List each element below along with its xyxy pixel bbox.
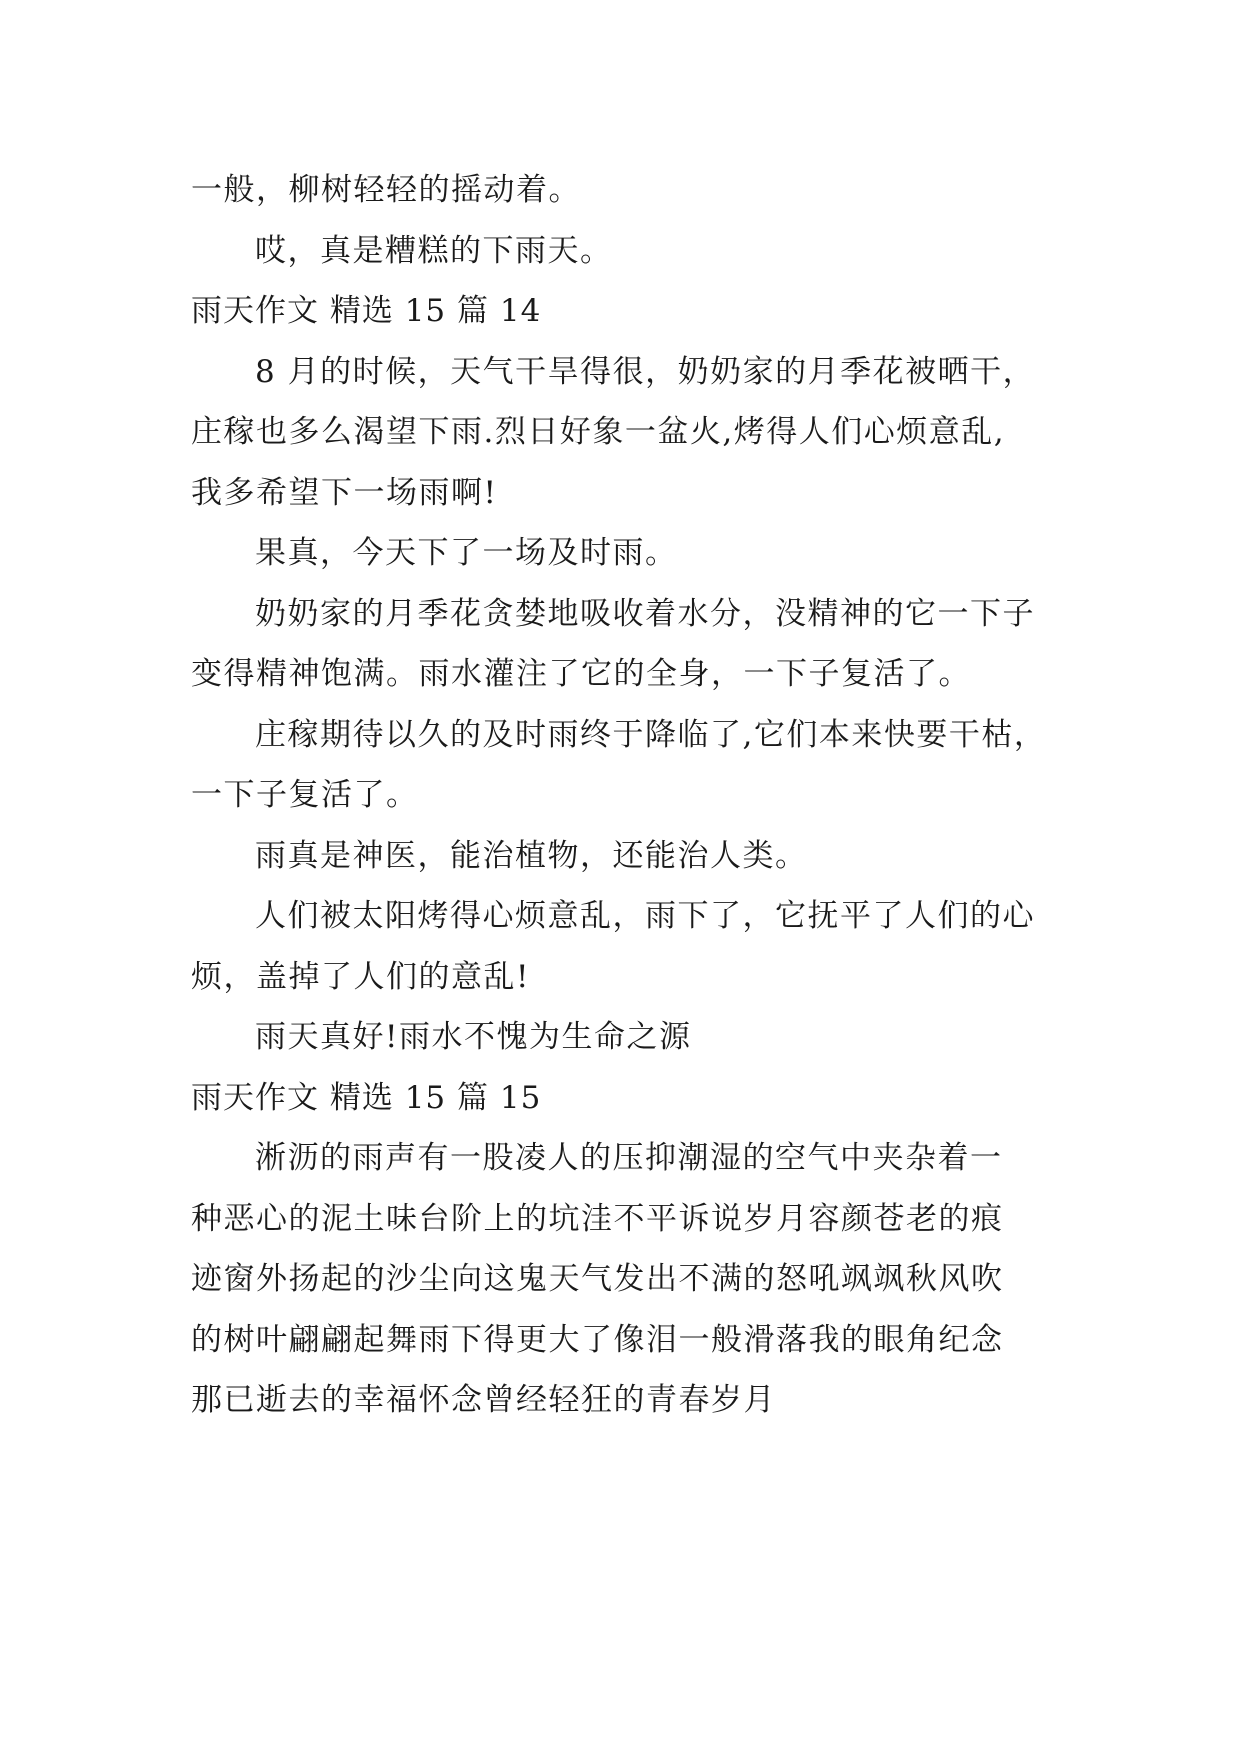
text-line: 那已逝去的幸福怀念曾经轻狂的青春岁月 <box>191 1382 776 1418</box>
section-heading: 雨天作文 精选 15 篇 15 <box>191 1079 542 1116</box>
text-line: 庄稼期待以久的及时雨终于降临了,它们本来快要干枯， <box>255 716 1047 753</box>
text-line: 奶奶家的月季花贪婪地吸收着水分，没精神的它一下子 <box>255 595 1035 632</box>
text-line: 雨天真好!雨水不愧为生命之源 <box>255 1019 692 1055</box>
text-line: 我多希望下一场雨啊! <box>191 474 498 511</box>
text-line: 烦，盖掉了人们的意乱! <box>191 958 530 995</box>
section-heading: 雨天作文 精选 15 篇 14 <box>191 293 542 329</box>
text-line: 8 月的时候，天气干旱得很，奶奶家的月季花被晒干， <box>255 353 1036 390</box>
text-line: 哎，真是糟糕的下雨天。 <box>255 232 613 269</box>
text-line: 的树叶翩翩起舞雨下得更大了像泪一般滑落我的眼角纪念 <box>191 1321 1004 1358</box>
text-line: 雨真是神医，能治植物，还能治人类。 <box>255 837 808 874</box>
text-line: 淅沥的雨声有一股凌人的压抑潮湿的空气中夹杂着一 <box>255 1140 1003 1176</box>
document-body <box>191 160 1051 1431</box>
text-line: 庄稼也多么渴望下雨.烈日好象一盆火,烤得人们心烦意乱, <box>191 414 1006 450</box>
text-line: 迹窗外扬起的沙尘向这鬼天气发出不满的怒吼飒飒秋风吹 <box>191 1261 1004 1297</box>
text-line: 变得精神饱满。雨水灌注了它的全身，一下子复活了。 <box>191 656 971 692</box>
text-line: 种恶心的泥土味台阶上的坑洼不平诉说岁月容颜苍老的痕 <box>191 1200 1004 1237</box>
text-line: 一下子复活了。 <box>191 777 419 813</box>
text-line: 人们被太阳烤得心烦意乱，雨下了，它抚平了人们的心 <box>255 898 1035 934</box>
text-line: 果真，今天下了一场及时雨。 <box>255 535 678 571</box>
text-line: 一般，柳树轻轻的摇动着。 <box>191 172 581 208</box>
